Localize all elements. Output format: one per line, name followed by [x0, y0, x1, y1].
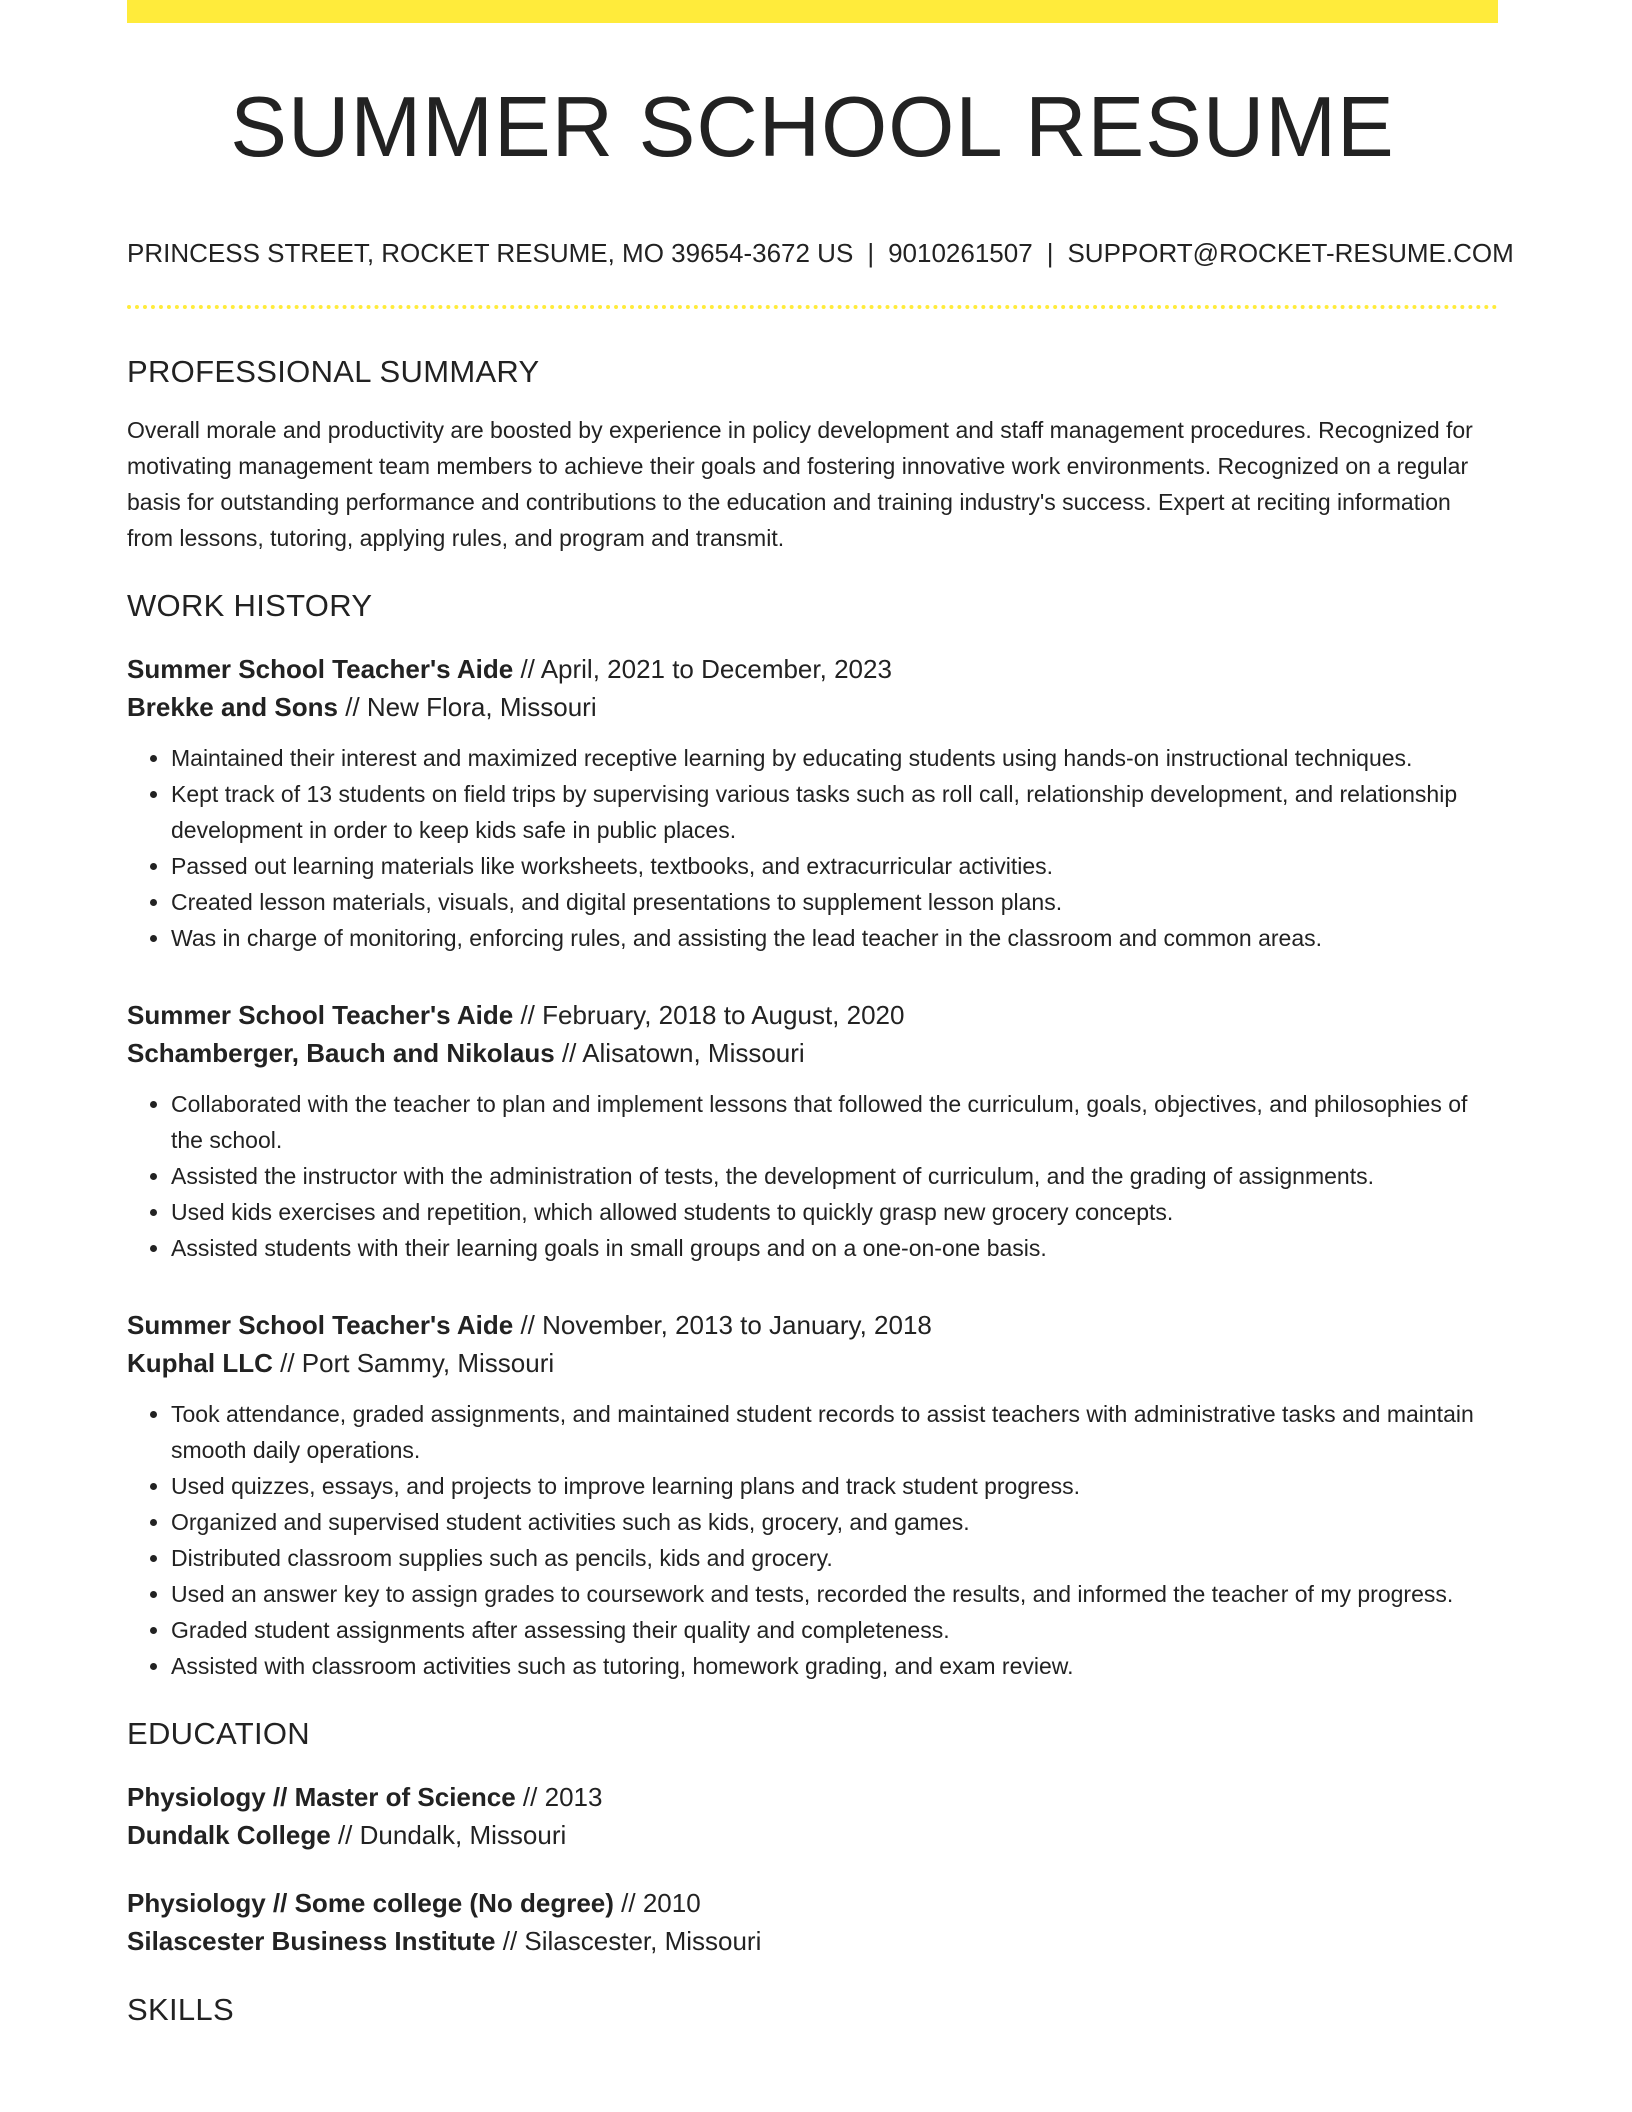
contact-email[interactable]: SUPPORT@ROCKET-RESUME.COM: [1067, 238, 1514, 268]
job-bullet: • Took attendance, graded assignments, and maintained student records to assist teachers with administrative tasks and maintain smooth daily operations.: [171, 1396, 1498, 1468]
skills-heading: SKILLS: [127, 1992, 234, 2027]
contact-line: [127, 236, 1514, 270]
separator: //: [520, 1310, 535, 1340]
dotted-divider: [127, 305, 1498, 309]
job-bullet: • Graded student assignments after assessing their quality and completeness.: [171, 1612, 1498, 1648]
education-location: Silascester, Missouri: [524, 1926, 762, 1956]
skills-section: [127, 1990, 1498, 2030]
separator: //: [520, 654, 535, 684]
separator: //: [345, 692, 360, 722]
education-location: Dundalk, Missouri: [359, 1820, 567, 1850]
job-company-line: [127, 688, 1498, 726]
job-bullet: • Was in charge of monitoring, enforcing rules, and assisting the lead teacher in the classroom and common areas.: [171, 920, 1498, 956]
job-bullet: • Passed out learning materials like worksheets, textbooks, and extracurricular activities.: [171, 848, 1498, 884]
job-bullet: • Collaborated with the teacher to plan and implement lessons that followed the curriculum, goals, objectives, and philosophies of the school.: [171, 1086, 1498, 1158]
job-company: Schamberger, Bauch and Nikolaus: [127, 1038, 555, 1068]
contact-address: PRINCESS STREET, ROCKET RESUME, MO 39654-3672 US: [127, 238, 854, 268]
separator: //: [337, 1820, 353, 1850]
job-bullet: • Distributed classroom supplies such as pencils, kids and grocery.: [171, 1540, 1498, 1576]
job-company-line: [127, 1034, 1498, 1072]
job-bullet: • Assisted the instructor with the administration of tests, the development of curriculum, and the grading of assignments.: [171, 1158, 1498, 1194]
job-title-line: [127, 650, 1498, 688]
job-company: Kuphal LLC: [127, 1348, 273, 1378]
education-school-line: [127, 1816, 1498, 1854]
separator: //: [520, 1000, 535, 1030]
job-title: Summer School Teacher's Aide: [127, 654, 514, 684]
education-section: [127, 1714, 1498, 1960]
education-school: Dundalk College: [127, 1820, 331, 1850]
education-degree: Physiology // Some college (No degree): [127, 1888, 614, 1918]
separator: //: [280, 1348, 295, 1378]
job-entry: [127, 650, 1498, 956]
job-bullet: • Used kids exercises and repetition, which allowed students to quickly grasp new grocery concepts.: [171, 1194, 1498, 1230]
education-year: 2013: [544, 1782, 603, 1812]
job-dates: April, 2021 to December, 2023: [540, 654, 892, 684]
summary-section: [127, 352, 1498, 556]
education-degree-line: [127, 1778, 1498, 1816]
resume-title: SUMMER SCHOOL RESUME: [230, 80, 1395, 175]
separator: //: [502, 1926, 518, 1956]
job-dates: November, 2013 to January, 2018: [542, 1310, 932, 1340]
job-title: Summer School Teacher's Aide: [127, 1310, 514, 1340]
job-location: Port Sammy, Missouri: [301, 1348, 555, 1378]
summary-heading: PROFESSIONAL SUMMARY: [127, 354, 540, 389]
education-degree: Physiology // Master of Science: [127, 1782, 516, 1812]
separator: //: [561, 1038, 577, 1068]
contact-separator: |: [867, 238, 875, 268]
job-company: Brekke and Sons: [127, 692, 338, 722]
job-location: New Flora, Missouri: [366, 692, 597, 722]
summary-text: Overall morale and productivity are boosted by experience in policy development and staff management procedures. Recognized for motivating management team members to achieve their goals and fostering innovative work environments. Recognized on a regular basis for outstanding performance and contributions to the education and training industry's success. Expert at reciting information from lessons, tutoring, applying rules, and program and transmit.: [127, 417, 1473, 551]
education-heading: EDUCATION: [127, 1716, 310, 1751]
education-degree-line: [127, 1884, 1498, 1922]
job-bullet: • Assisted students with their learning goals in small groups and on a one-on-one basis.: [171, 1230, 1498, 1266]
separator: //: [621, 1888, 636, 1918]
job-title: Summer School Teacher's Aide: [127, 1000, 514, 1030]
job-location: Alisatown, Missouri: [582, 1038, 805, 1068]
job-title-line: [127, 996, 1498, 1034]
job-bullets: [127, 1086, 1498, 1266]
job-entry: [127, 996, 1498, 1266]
job-bullet: • Organized and supervised student activities such as kids, grocery, and games.: [171, 1504, 1498, 1540]
contact-phone: 9010261507: [888, 238, 1033, 268]
job-bullets: [127, 740, 1498, 956]
job-company-line: [127, 1344, 1498, 1382]
resume-content: [127, 352, 1498, 2030]
education-year: 2010: [642, 1888, 701, 1918]
job-entry: [127, 1306, 1498, 1684]
contact-separator: |: [1046, 238, 1054, 268]
education-entry: [127, 1884, 1498, 1960]
job-bullet: • Kept track of 13 students on field trips by supervising various tasks such as roll call, relationship development, and relationship development in order to keep kids safe in public places.: [171, 776, 1498, 848]
job-bullet: • Assisted with classroom activities such as tutoring, homework grading, and exam review.: [171, 1648, 1498, 1684]
job-dates: February, 2018 to August, 2020: [542, 1000, 905, 1030]
education-school: Silascester Business Institute: [127, 1926, 496, 1956]
education-school-line: [127, 1922, 1498, 1960]
work-history-section: [127, 586, 1498, 1684]
job-bullet: • Created lesson materials, visuals, and digital presentations to supplement lesson plans.: [171, 884, 1498, 920]
job-bullet: • Used an answer key to assign grades to coursework and tests, recorded the results, and informed the teacher of my progress.: [171, 1576, 1498, 1612]
top-accent-bar: [127, 0, 1498, 23]
job-bullet: • Maintained their interest and maximized receptive learning by educating students using hands-on instructional techniques.: [171, 740, 1498, 776]
job-bullets: [127, 1396, 1498, 1684]
job-bullet: • Used quizzes, essays, and projects to improve learning plans and track student progress.: [171, 1468, 1498, 1504]
education-entry: [127, 1778, 1498, 1854]
separator: //: [522, 1782, 538, 1812]
job-title-line: [127, 1306, 1498, 1344]
work-history-heading: WORK HISTORY: [127, 588, 373, 623]
